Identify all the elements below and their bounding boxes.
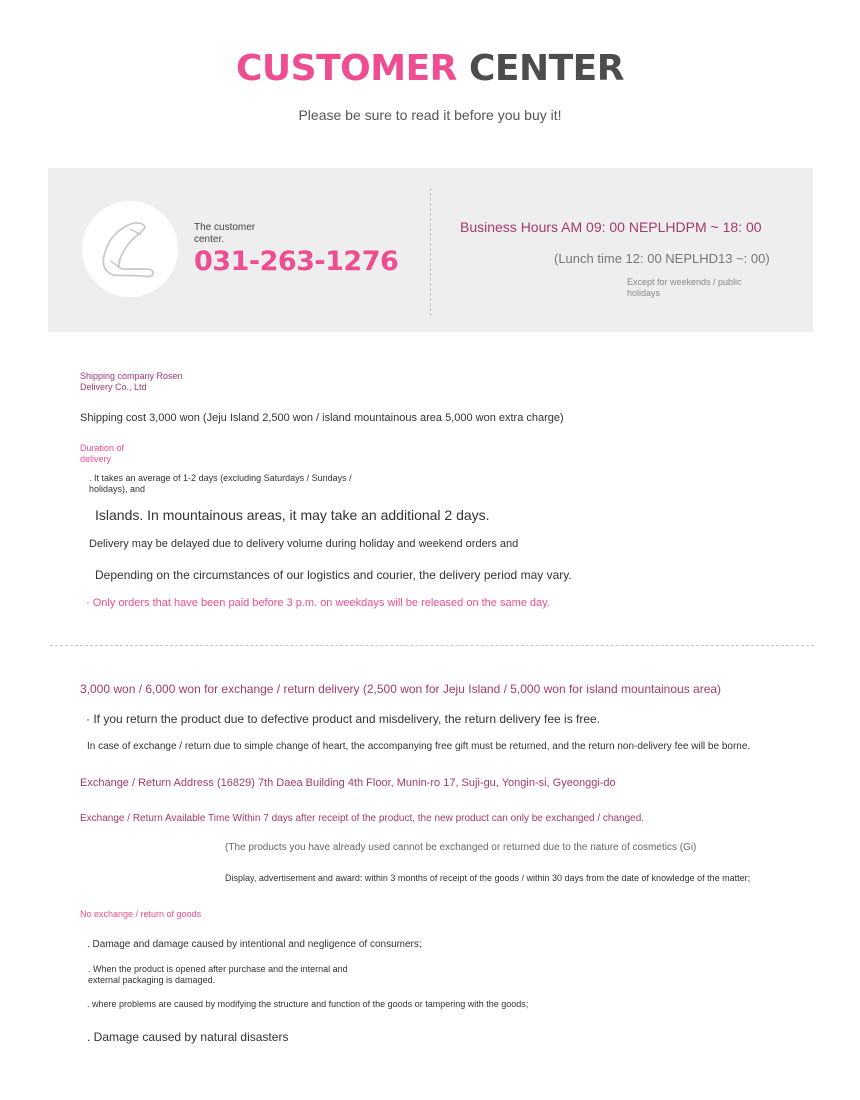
free-gift-note: In case of exchange / return due to simple change of heart, the accompanying free gift must be returned, and the return non-delivery fee will be borne. [87, 741, 751, 752]
shipping-cost: Shipping cost 3,000 won (Jeju Island 2,500 won / island mountainous area 5,000 won extra charge) [80, 412, 564, 424]
delay-note: Delivery may be delayed due to delivery volume during holiday and weekend orders and [89, 538, 519, 550]
holiday-note: Except for weekends / public holidays [627, 277, 742, 298]
same-day-release-note: · Only orders that have been paid before 3 p.m. on weekdays will be released on the same day. [86, 597, 550, 609]
duration-average: . It takes an average of 1-2 days (excluding Saturdays / Sundays / holidays), and [89, 473, 352, 494]
duration-label: Duration of delivery [80, 443, 125, 464]
no-exchange-label: No exchange / return of goods [80, 909, 202, 919]
page-title-accent: CUSTOMER [236, 48, 457, 89]
phone-icon [96, 217, 162, 281]
page-title [0, 48, 860, 89]
vertical-divider [430, 188, 431, 316]
defective-return-note: · If you return the product due to defective product and misdelivery, the return delivery fee is free. [86, 712, 601, 726]
shipping-company: Shipping company Rosen Delivery Co., Ltd [80, 371, 183, 392]
lunch-time: (Lunch time 12: 00 NEPLHD13 ~: 00) [554, 251, 770, 266]
customer-center-label: The customer center. [194, 222, 256, 245]
return-fee: 3,000 won / 6,000 won for exchange / return delivery (2,500 won for Jeju Island / 5,000 won for island mountainous area) [80, 682, 722, 696]
page-title-rest: CENTER [468, 48, 624, 89]
display-advertisement-note: Display, advertisement and award: within 3 months of receipt of the goods / within 30 days from the date of knowledge of the matter; [225, 873, 751, 883]
section-divider [50, 645, 814, 646]
return-available-time: Exchange / Return Available Time Within 7 days after receipt of the product, the new product can only be exchanged / changed. [80, 813, 645, 824]
no-exchange-item: . Damage caused by natural disasters [87, 1030, 289, 1044]
return-address: Exchange / Return Address (16829) 7th Daea Building 4th Floor, Munin-ro 17, Suji-gu, Yongin-si, Gyeonggi-do [80, 777, 616, 789]
customer-center-phone[interactable]: 031-263-1276 [194, 246, 399, 277]
no-exchange-item: . When the product is opened after purchase and the internal and external packaging is damaged. [88, 964, 348, 985]
cosmetics-note: (The products you have already used cannot be exchanged or returned due to the nature of cosmetics (Gi) [225, 842, 697, 853]
business-hours: Business Hours AM 09: 00 NEPLHDPM ~ 18: 00 [460, 219, 762, 235]
islands-note: Islands. In mountainous areas, it may take an additional 2 days. [95, 507, 490, 523]
page-subtitle: Please be sure to read it before you buy it! [298, 107, 562, 123]
no-exchange-item: . where problems are caused by modifying the structure and function of the goods or tampering with the goods; [87, 999, 529, 1009]
no-exchange-item: . Damage and damage caused by intentional and negligence of consumers; [87, 939, 422, 950]
phone-icon-circle [82, 201, 178, 297]
customer-center-info-box [48, 168, 813, 332]
circumstances-note: Depending on the circumstances of our logistics and courier, the delivery period may vary. [95, 568, 572, 582]
